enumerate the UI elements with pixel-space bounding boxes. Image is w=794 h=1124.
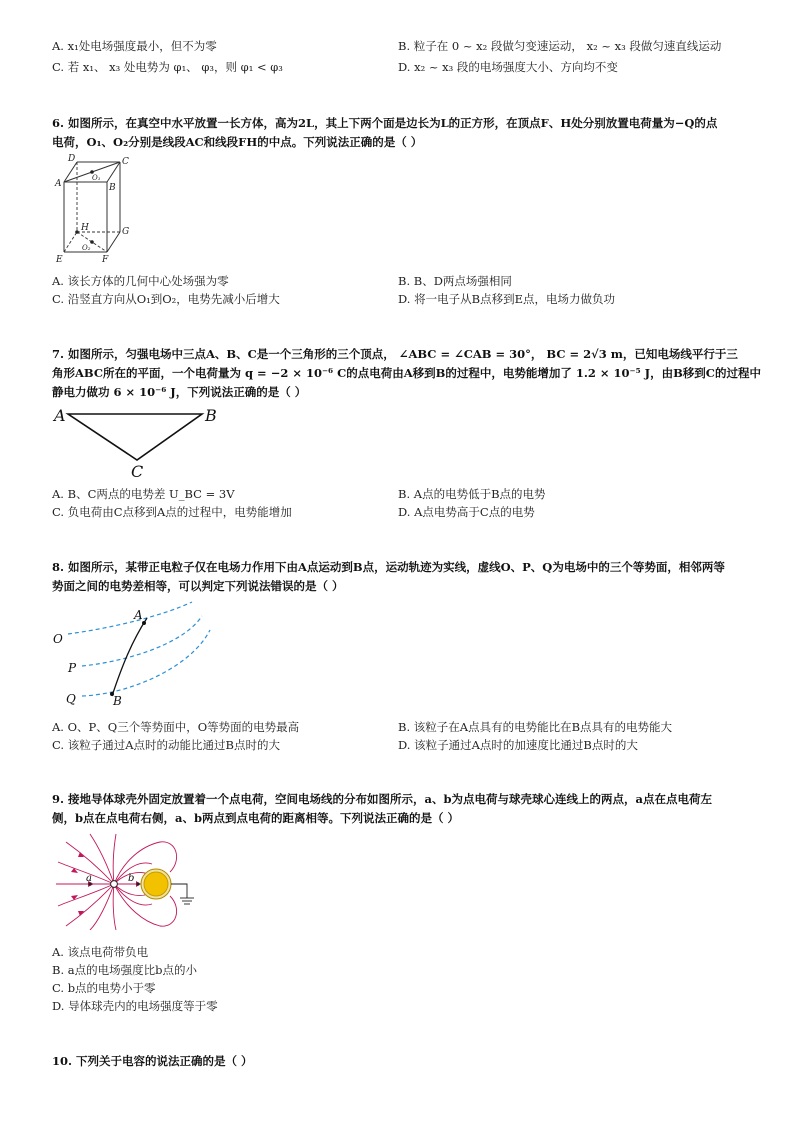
q8-stem-line: 势面之间的电势差相等，可以判定下列说法错误的是（ ） — [52, 579, 344, 593]
q6-label-o2: O₂ — [82, 244, 91, 252]
q10-stem-line: 10. 下列关于电容的说法正确的是（ ） — [52, 1054, 253, 1068]
q7-label-c: C — [131, 462, 144, 480]
q5-option-a: A. x₁处电场强度最小，但不为零 — [52, 39, 217, 53]
q6-label-h: H — [81, 223, 89, 233]
q6-option-d: D. 将一电子从B点移到E点，电场力做负功 — [398, 292, 615, 306]
q6-label-o1: O₁ — [92, 174, 101, 182]
q9-option-c: C. b点的电势小于零 — [52, 981, 156, 995]
q9-stem — [52, 790, 742, 828]
q9-stem-line: 9. 接地导体球壳外固定放置着一个点电荷，空间电场线的分布如图所示，a、b为点电荷与球壳球心连线上的两点，a点在点电荷左 — [52, 792, 712, 806]
q6-stem-line: 6. 如图所示，在真空中水平放置一长方体，高为2L，其上下两个面是边长为L的正方形，在顶点F、H处分别放置电荷量为−Q的点 — [52, 116, 718, 130]
q7-label-b: B — [205, 406, 217, 425]
q8-equipotential-o — [68, 602, 192, 634]
q5-option-c: C. 若 x₁、 x₃ 处电势为 φ₁、 φ₃，则 φ₁ < φ₃ — [52, 60, 283, 74]
q6-label-a: A — [55, 179, 62, 189]
q6-label-d: D — [68, 154, 76, 164]
q8-option-a: A. O、P、Q三个等势面中，O等势面的电势最高 — [52, 720, 300, 734]
q9-label-b: b — [128, 873, 135, 884]
q7-label-a: A — [54, 406, 66, 425]
q6-cuboid-figure — [52, 152, 142, 264]
q8-label-a: A — [134, 608, 143, 622]
q6-label-b: B — [109, 183, 116, 193]
q8-label-p: P — [68, 661, 77, 675]
q6-option-c: C. 沿竖直方向从O₁到O₂，电势先减小后增大 — [52, 292, 280, 306]
q6-stem-line: 电荷，O₁、O₂分别是线段AC和线段FH的中点。下列说法正确的是（ ） — [52, 135, 423, 149]
q6-stem — [52, 114, 742, 152]
q6-option-b: B. B、D两点场强相同 — [398, 274, 512, 288]
q8-label-o: O — [53, 632, 63, 646]
q8-label-q: Q — [66, 692, 76, 706]
q6-label-g: G — [122, 227, 130, 237]
q9-option-b: B. a点的电场强度比b点的小 — [52, 963, 197, 977]
q7-option-d: D. A点电势高于C点的电势 — [398, 505, 535, 519]
q10-stem — [52, 1052, 742, 1071]
q7-stem-line: 角形ABC所在的平面，一个电荷量为 q = −2 × 10⁻⁶ C的点电荷由A移到B的过程中，电势能增加了 1.2 × 10⁻⁵ J，由B移到C的过程中 — [52, 366, 761, 380]
q7-option-b: B. A点的电势低于B点的电势 — [398, 487, 546, 501]
q7-option-a: A. B、C两点的电势差 U_BC = 3V — [52, 487, 235, 501]
q8-stem — [52, 558, 742, 596]
q9-label-a: a — [86, 873, 92, 884]
q5-option-b: B. 粒子在 0 ~ x₂ 段做匀变速运动， x₂ ~ x₃ 段做匀速直线运动 — [398, 39, 722, 53]
q7-triangle-figure — [52, 402, 227, 480]
q8-equipotential-figure — [52, 596, 217, 711]
q9-field-lines-figure — [52, 830, 200, 930]
q8-option-b: B. 该粒子在A点具有的电势能比在B点具有的电势能大 — [398, 720, 673, 734]
q7-option-c: C. 负电荷由C点移到A点的过程中，电势能增加 — [52, 505, 292, 519]
q6-option-a: A. 该长方体的几何中心处场强为零 — [52, 274, 229, 288]
q8-option-c: C. 该粒子通过A点时的动能比通过B点时的大 — [52, 738, 280, 752]
q8-option-d: D. 该粒子通过A点时的加速度比通过B点时的大 — [398, 738, 638, 752]
q9-option-d: D. 导体球壳内的电场强度等于零 — [52, 999, 218, 1013]
q7-stem-line: 静电力做功 6 × 10⁻⁶ J，下列说法正确的是（ ） — [52, 385, 307, 399]
q5-option-d: D. x₂ ~ x₃ 段的电场强度大小、方向均不变 — [398, 60, 618, 74]
q6-label-e: E — [56, 255, 63, 264]
q6-label-f: F — [102, 255, 109, 264]
q7-stem-line: 7. 如图所示，匀强电场中三点A、B、C是一个三角形的三个顶点， ∠ABC = ∠CAB = 30°， BC = 2√3 m，已知电场线平行于三 — [52, 347, 738, 361]
q8-trajectory — [112, 618, 147, 696]
q7-stem — [52, 345, 761, 402]
q9-option-a: A. 该点电荷带负电 — [52, 945, 149, 959]
q8-stem-line: 8. 如图所示，某带正电粒子仅在电场力作用下由A点运动到B点，运动轨迹为实线，虚线O、P、Q为电场中的三个等势面，相邻两等 — [52, 560, 725, 574]
q8-equipotential-q — [82, 630, 210, 696]
q6-label-c: C — [122, 157, 129, 167]
q8-label-b: B — [113, 694, 122, 708]
q8-equipotential-p — [82, 616, 202, 666]
q9-stem-line: 侧，b点在点电荷右侧，a、b两点到点电荷的距离相等。下列说法正确的是（ ） — [52, 811, 460, 825]
